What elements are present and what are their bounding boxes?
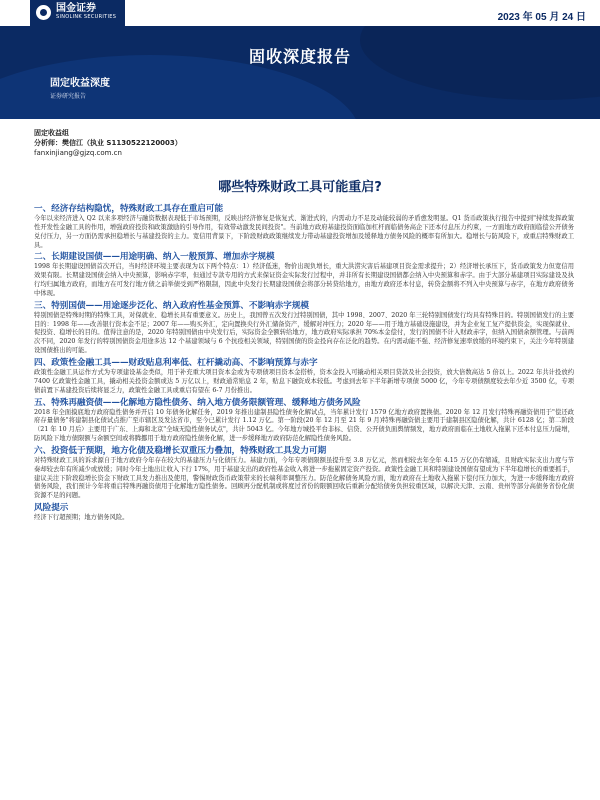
section-heading: 三、特别国债——用途逐步泛化、纳入政府性基金预算、不影响赤字规模 [34,300,310,311]
company-logo [36,4,116,20]
section-text: 2018 年全面摸底地方政府隐性债务并开启 10 年债务化解任务，2019 年推出建制县隐性债务化解试点，当年累计发行 1579 亿地方政府置换债。2020 年 12 月发行特殊再融资债用于"偿还政府存量债务"将建制县化债试点推广至市辖区及发达省市，至今已累计发行 1.12 万亿。第一阶段(20 年 12 月至 21 年 9 月)特殊再融资债主要用于建制县区隐债化解，共计 6128 亿；第二阶段（21 年 10 月后）主要用于广东、上海和北京"全域无隐性债务试点"，共计 5043 亿。今年地方城投平台非标、信贷、公开债负面舆情频发，地方政府面临在土地收入拖累下还本付息压力陡增，防风险下地方债限额与余额空间或将腾挪用于地方政府隐性债务化解，进一步缓释地方政府防范化解隐性债务风险。 [34,408,574,443]
header-banner [0,0,600,119]
section-heading: 六、投资低于预期，地方化债及稳增长双重压力叠加，特殊财政工具发力可期 [34,445,327,456]
logo-en: SINOLINK SECURITIES [56,14,117,20]
logo-icon [36,5,51,20]
section-text: 1998 年长期建设国债首次开启，当时经济环境主要表现为以下两个特点：1）经济低迷，物价出现负增长，重大洪涝灾害后基建项目资金需求提升；2）经济增长承压下，货币政策发力但宽信用效果有限。长期建设国债会纳入中央预算，影响赤字率，但通过专款专用的方式来保证资金实际发行过程中，并非所有长期建设国债都会纳入中央预算和赤字。由于大部分基建项目实际建设及执行均归属地方政府，而地方在可发行地方债之前举债受到严格限制，因此中央发行长期建设国债会将部分转贷给地方，由地方政府还本付息，转贷金额将不列入中央预算与赤字，在地方政府债务中体现。 [34,263,574,297]
risk-heading: 风险提示 [34,503,69,514]
analyst-email: fanxinjiang@gjzq.com.cn [34,149,122,157]
section-heading: 二、长期建设国债——用途明确、纳入一般预算、增加赤字规模 [34,252,275,263]
analyst-dept: 固定收益组 [34,129,69,137]
report-date: 2023 年 05 月 24 日 [497,12,586,23]
page-title: 哪些特殊财政工具可能重启? [218,180,382,195]
analyst-block [34,128,182,158]
section-heading: 四、政策性金融工具——财政贴息利率低、杠杆撬动高、不影响预算与赤字 [34,357,318,368]
section-heading: 五、特殊再融资债——化解地方隐性债务、纳入地方债务限额管理、缓释地方债务风险 [34,397,361,408]
section-text: 特别国债是特殊时期的特殊工具，对保就业、稳增长具有重要意义。历史上，我国曾五次发行过特别国债，其中 1998、2007、2020 年三轮特别国债发行均具有特殊目的。特别国债发行的主要目的：1998 年——改善银行资本金不足；2007 年——购买外汇，定向置换央行外汇储备资产，缓解对冲压力；2020 年——用于地方基础设施建设，并为企业复工复产提供资金，实现保就业、促投资、稳增长的目的。值得注意的是，2020 年特别国债由中央发行后，实际资金全额转给地方，地方政府实际承担 70%本金偿付，发行的国债不计入财政赤字，但纳入国债余额管理。与前两次不同，2020 年发行的特别国债资金用途多达 12 个基建领域与 6 个抗疫相关领域，特别国债的资金投向存在泛化的趋势。在内需动能不强、经济修复速率放缓的环境约束下，关注今年特别建设国债推出的可能。 [34,311,574,355]
report-type: 固收深度报告 [248,47,351,66]
section-text: 对特殊财政工具的诉求源自于地方政府今年存在较大的基建压力与化债压力。基建方面，今年专项债限额虽提升至 3.8 万亿元，然而相较去年全年 4.15 万亿仍有缩减，且财政实际支出力度与节奏却较去年有所减少或放缓；同时今年土地出让收入下行 17%，用于基建支出的政府性基金收入将进一步拖累固定资产投资。政策性金融工具和特别建设国债有望成为下半年稳增长的重要抓手，建议关注下阶段稳增长资金下财政工具发力推出及使用，警惕财政货币政策带来的长端利率调整压力。防范化解债务风险方面，地方政府在土地收入拖累下偿付压力加大，为进一步缓释地方政府债务风险，我们预计今年将重启特殊再融资债用于化解地方隐性债务。回顾再分配机制或将度过省份的限额回收后重新分配给债务负担较重区域，以解决天津、云南、贵州等部分高债务省份化债资源不足的问题。 [34,456,574,500]
risk-text: 经济下行超预期；地方债务风险。 [34,514,129,522]
report-body [34,202,574,524]
analyst-name: 分析师：樊信江（执业 S1130522120003） [34,139,182,147]
section-heading: 一、经济存结构隐忧，特殊财政工具存在重启可能 [34,204,224,214]
report-category: 固定收益深度 [50,78,110,89]
report-series: 证券研究报告 [50,93,87,100]
section-text: 今年以来经济进入 Q2 以来多项经济与融资数据表现低于市场预期，反映出经济修复是恢复式、渐进式的，内需动力不足及动能较弱的矛盾愈发明显。Q1 货币政策执行报告中提到"持续发挥政策性开发性金融工具的作用，增强政府投资和政策激励的引导作用，有效带动激发民间投资"。当前地方政府基建投资面临加杠杆面临债务高企下还本付息压力约束，一方面地方政府面临偿公开债务兑付压力，另一方面仍需承担稳增长与基建投资的主力。宽信用背景下，下阶段财政政策继续发力带动基建投资增加及缓释地方债务风险的概率有所加大。稳增长与防风险下，或重启特殊财政工具。 [34,215,574,249]
logo-cn: 国金证券 [56,3,96,14]
section-text: 政策性金融工具运作方式为专项建设基金类似，用于补充重大项目资本金或为专项债项目资本金搭桥，资本金投入可撬动相关项目贷款及社会投资，放大倍数高达 5 倍以上。2022 年共计投放约 7400 亿政策性金融工具，撬动相关投资金额或达 5 万亿以上，财政通常贴息 2 年，贴息下融资成本较低。考虑到去年下半年新增专项债 5000 亿，今年专项债额度较去年少近 3500 亿，专项债前置下基建投资后续将显乏力，政策性金融工具或重启有望在 6-7 月份推出。 [34,368,574,394]
